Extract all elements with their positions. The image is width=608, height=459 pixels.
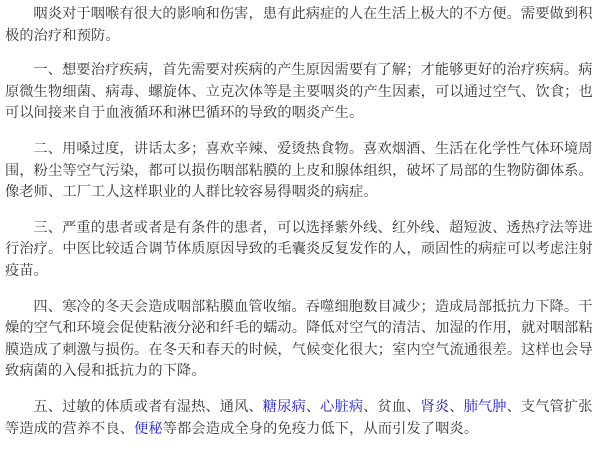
- link-constipation[interactable]: 便秘: [134, 420, 163, 437]
- paragraph-treatment-options: [5, 218, 603, 283]
- article-body: [5, 4, 603, 454]
- paragraph-voice-overuse: [5, 139, 603, 204]
- paragraph-text: 、支气管扩张等造成的营养不良、: [5, 398, 593, 437]
- paragraph-text: 五、过敏的体质或者有湿热、通风、: [33, 398, 263, 415]
- paragraph-text: 、: [449, 398, 464, 415]
- paragraph-text: 二、用嗓过度，讲话太多；喜欢辛辣、爱烫热食物。喜欢烟酒、生活在化学性气体环境周围，粉尘等空气污染，都可以损伤咽部粘膜的上皮和腺体组织，破坏了局部的生物防御体系。像老师、工厂工人这样职业的人群比较容易得咽炎的病症。: [5, 140, 593, 201]
- paragraph-cold-winter: [5, 297, 603, 383]
- paragraph-text: 三、严重的患者或者是有条件的患者，可以选择紫外线、红外线、超短波、透热疗法等进行治疗。中医比较适合调节体质原因导致的毛囊炎反复发作的人，顽固性的病症可以考虑注射疫苗。: [5, 219, 593, 279]
- paragraph-cause-pathogens: [5, 60, 603, 125]
- paragraph-text: 、: [305, 398, 321, 415]
- paragraph-intro: [5, 4, 603, 47]
- paragraph-text: 等都会造成全身的免疫力低下，从而引发了咽炎。: [162, 420, 479, 437]
- link-emphysema[interactable]: 肺气肿: [463, 398, 507, 415]
- link-diabetes[interactable]: 糖尿病: [262, 398, 306, 415]
- link-heart-disease[interactable]: 心脏病: [320, 398, 364, 415]
- paragraph-allergic-constitution: [5, 397, 603, 440]
- paragraph-text: 一、想要治疗疾病，首先需要对疾病的产生原因需要有了解；才能够更好的治疗疾病。病原微生物细菌、病毒、螺旋体、立克次体等是主要咽炎的产生因素，可以通过空气、饮食；也可以间接来自于血液循环和淋巴循环的导致的咽炎产生。: [5, 62, 593, 122]
- link-nephritis[interactable]: 肾炎: [420, 398, 450, 415]
- paragraph-text: 咽炎对于咽喉有很大的影响和伤害，患有此病症的人在生活上极大的不方便。需要做到积极的治疗和预防。: [5, 6, 593, 44]
- paragraph-text: 四、寒冷的冬天会造成咽部粘膜血管收缩。吞噬细胞数目减少；造成局部抵抗力下降。干燥的空气和环境会促使粘液分泌和纤毛的蠕动。降低对空气的清洁、加湿的作用，就对咽部粘膜造成了刺激与损伤。在冬天和春天的时候，气候变化很大；室内空气流通很差。这样也会导致病菌的入侵和抵抗力的下降。: [5, 298, 593, 380]
- paragraph-text: 、贫血、: [363, 398, 421, 415]
